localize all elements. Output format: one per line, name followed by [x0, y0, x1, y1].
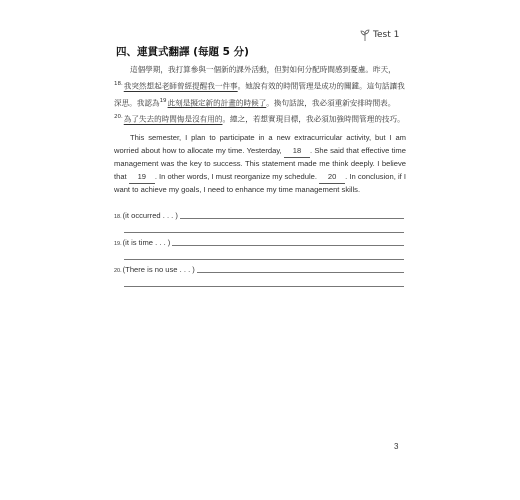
q19-chinese-sentence: 此刻是擬定新的計畫的時候了 [167, 98, 267, 108]
answer-line-18[interactable] [114, 211, 404, 220]
answer-19-hint: (it is time . . . ) [122, 238, 171, 247]
q18-number: 18. [114, 81, 123, 87]
answer-18-hint: (it occurred . . . ) [122, 211, 178, 220]
en-part-4: . In conclusion, if I want to achieve my goals, I need to enhance my time management skills. [114, 171, 406, 195]
answer-20-hint: (There is no use . . . ) [122, 265, 195, 274]
sprout-icon [360, 29, 370, 41]
answer-line-19[interactable] [114, 238, 404, 247]
en-part-2: . She said that effective time management was the key to success. This statement made me think deeply. I believe that [114, 145, 406, 181]
test-label: Test 1 [373, 30, 400, 40]
answer-19-number: 19. [114, 241, 122, 247]
blank-20: 20 [319, 171, 345, 185]
answer-19-rule [172, 245, 404, 246]
page-number: 3 [394, 442, 399, 451]
zh-line-1: 這個學期，我打算參與一個新的課外活動，但對如何分配時間感到憂慮。昨天， [130, 65, 396, 74]
answer-20-number: 20. [114, 268, 122, 274]
test-header [360, 29, 399, 41]
english-passage [114, 132, 406, 197]
q20-chinese-sentence: 為了失去的時間悔是沒有用的 [123, 114, 223, 124]
q18-chinese-sentence: 我突然想起老師曾經提醒我一件事 [123, 81, 238, 91]
section-title: 四、連貫式翻譯 (每題 5 分) [116, 46, 249, 58]
zh-after-19: 。換句話說，我必須重新安排時間表。 [266, 98, 396, 108]
en-part-1: This semester, I plan to participate in a new extracurricular activity, but I am worried about how to allocate my time. Yesterday, [114, 133, 406, 155]
q19-number: 19 [159, 97, 167, 104]
answer-18-second-rule[interactable] [124, 232, 404, 233]
zh-after-20: 。總之，若想實現目標，我必須加強時間管理的技巧。 [222, 114, 405, 124]
chinese-passage [114, 62, 406, 127]
answer-18-number: 18. [114, 214, 122, 220]
answer-19-second-rule[interactable] [124, 259, 404, 260]
answer-20-rule [197, 272, 404, 273]
zh-after-18: 。她說有效的時間管理是成功的關鍵。這句話讓我深思。我認為 [114, 81, 405, 108]
blank-19: 19 [129, 171, 155, 185]
answer-line-20[interactable] [114, 265, 404, 274]
q20-number: 20. [114, 114, 123, 121]
blank-18: 18 [284, 145, 310, 159]
en-part-3: . In other words, I must reorganize my schedule. [154, 171, 318, 181]
answer-18-rule [180, 218, 404, 219]
answer-20-second-rule[interactable] [124, 286, 404, 287]
